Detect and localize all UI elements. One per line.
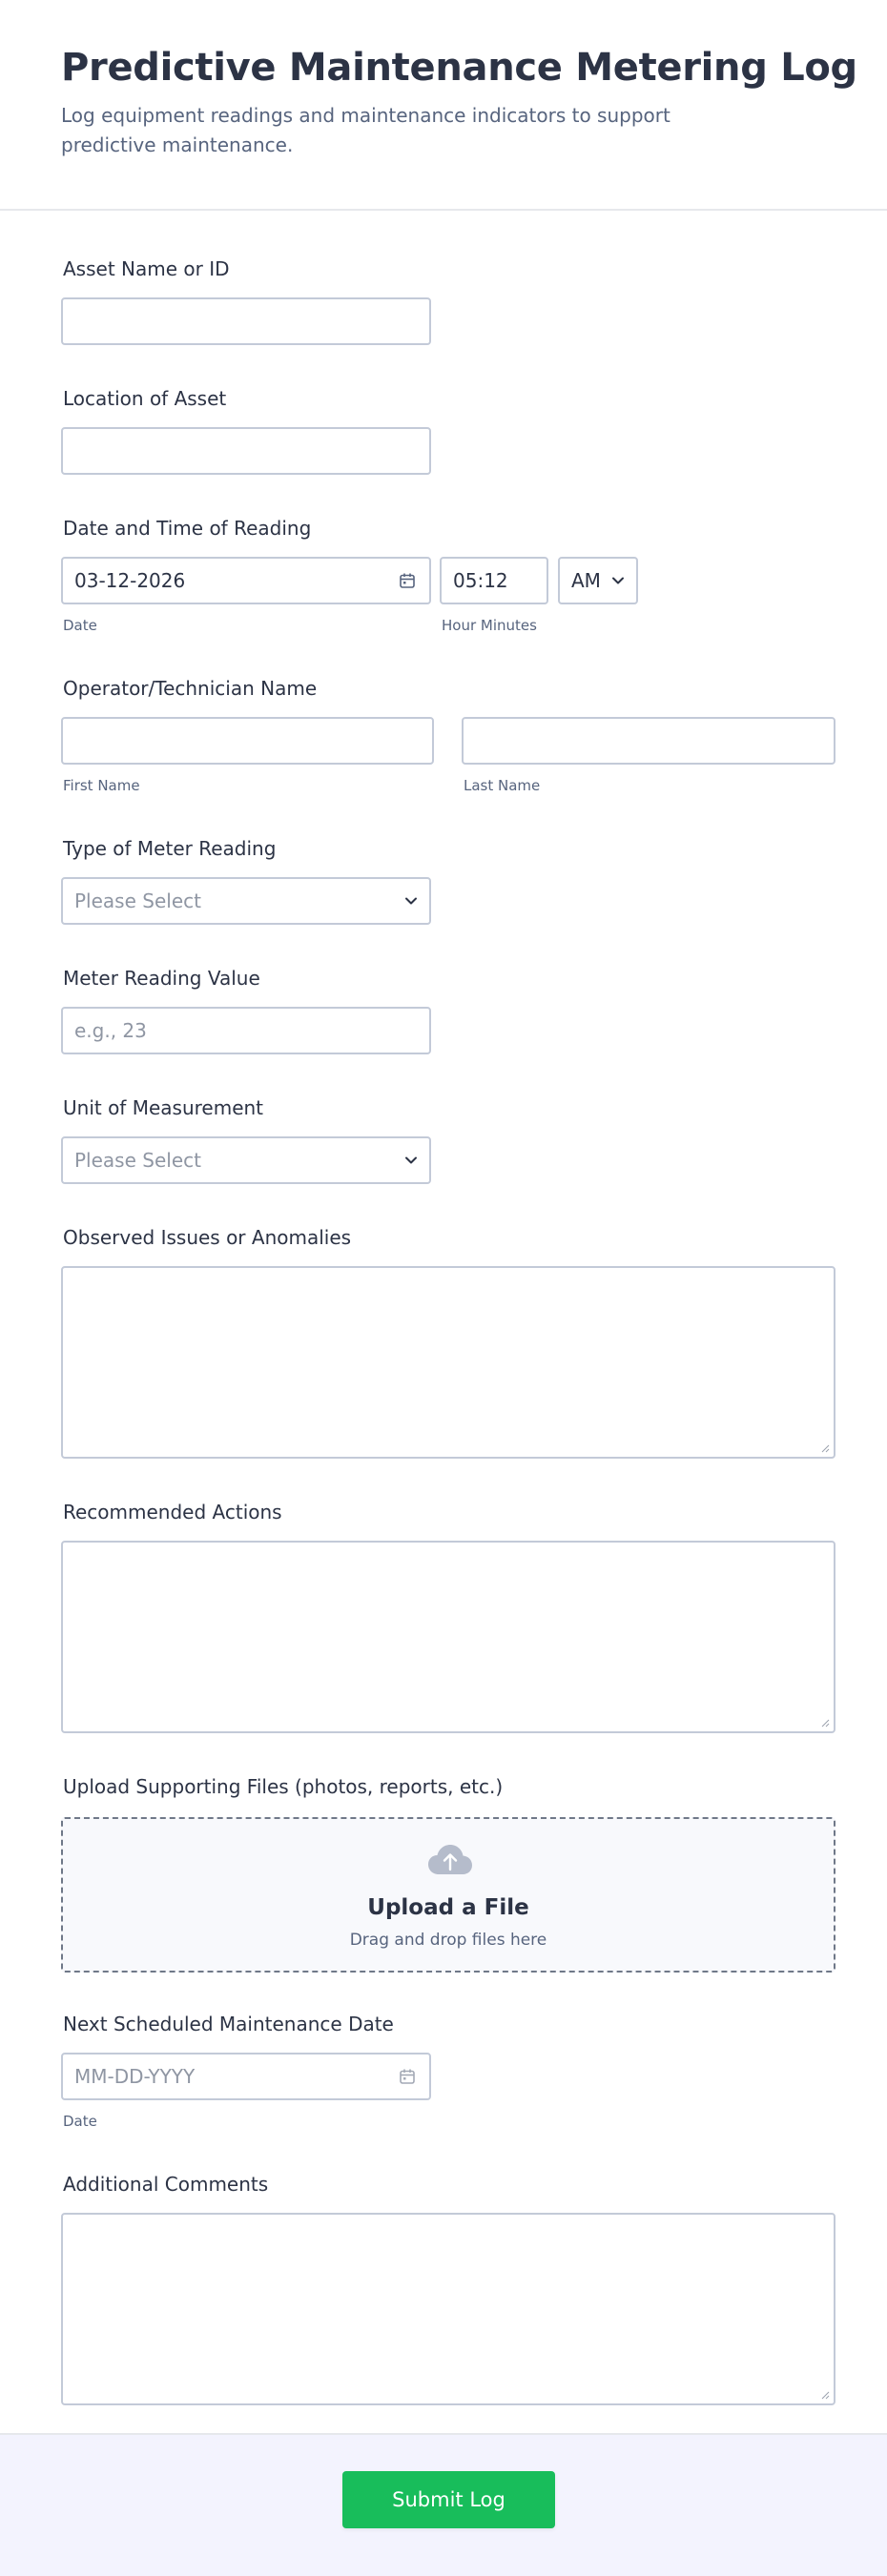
upload-title: Upload a File — [367, 1895, 529, 1920]
chevron-down-icon — [611, 577, 625, 585]
reading-date-sublabel: Date — [63, 617, 97, 634]
comments-textarea[interactable] — [61, 2213, 835, 2405]
calendar-icon[interactable] — [399, 2068, 416, 2085]
reading-time-value: 05:12 — [453, 569, 508, 592]
reading-time-sublabel: Hour Minutes — [442, 617, 537, 634]
last-name-input[interactable] — [462, 717, 835, 765]
location-input[interactable] — [61, 427, 431, 475]
calendar-icon[interactable] — [399, 572, 416, 589]
asset-name-label: Asset Name or ID — [63, 257, 230, 280]
next-maintenance-date-input[interactable] — [61, 2053, 431, 2100]
page-description: Log equipment readings and maintenance indicators to support predictive maintenance. — [61, 104, 670, 156]
next-maintenance-sublabel: Date — [63, 2113, 97, 2130]
next-maintenance-placeholder: MM-DD-YYYY — [74, 2065, 196, 2088]
unit-label: Unit of Measurement — [63, 1096, 264, 1119]
meter-value-input[interactable] — [61, 1007, 431, 1054]
reading-datetime-label: Date and Time of Reading — [63, 517, 312, 540]
issues-label: Observed Issues or Anomalies — [63, 1226, 352, 1249]
meter-type-placeholder: Please Select — [74, 889, 201, 912]
next-maintenance-label: Next Scheduled Maintenance Date — [63, 2013, 394, 2035]
first-name-input[interactable] — [61, 717, 434, 765]
reading-time-input[interactable] — [440, 557, 548, 604]
cloud-upload-icon — [427, 1844, 473, 1876]
ampm-value: AM — [571, 569, 601, 592]
reading-date-input[interactable] — [61, 557, 431, 604]
upload-subtitle: Drag and drop files here — [349, 1931, 547, 1950]
meter-value-label: Meter Reading Value — [63, 967, 260, 990]
actions-textarea[interactable] — [61, 1541, 835, 1733]
resize-grip-icon[interactable] — [820, 1443, 830, 1453]
submit-button[interactable]: Submit Log — [342, 2471, 555, 2528]
reading-date-value: 03-12-2026 — [74, 569, 186, 592]
actions-label: Recommended Actions — [63, 1501, 282, 1523]
unit-placeholder: Please Select — [74, 1149, 201, 1172]
resize-grip-icon[interactable] — [820, 2390, 830, 2400]
first-name-sublabel: First Name — [63, 777, 140, 794]
location-label: Location of Asset — [63, 387, 227, 410]
asset-name-input[interactable] — [61, 297, 431, 345]
chevron-down-icon — [404, 897, 418, 906]
page-title: Predictive Maintenance Metering Log — [61, 46, 857, 90]
unit-select[interactable] — [61, 1136, 431, 1184]
form-header — [0, 0, 887, 211]
meter-type-label: Type of Meter Reading — [63, 837, 277, 860]
issues-textarea[interactable] — [61, 1266, 835, 1459]
upload-label: Upload Supporting Files (photos, reports, etc.) — [63, 1775, 504, 1798]
ampm-select[interactable] — [558, 557, 638, 604]
file-upload-dropzone[interactable] — [61, 1817, 835, 1973]
comments-label: Additional Comments — [63, 2173, 269, 2196]
meter-value-placeholder: e.g., 23 — [74, 1019, 147, 1042]
meter-type-select[interactable] — [61, 877, 431, 925]
operator-label: Operator/Technician Name — [63, 677, 318, 700]
chevron-down-icon — [404, 1156, 418, 1165]
last-name-sublabel: Last Name — [464, 777, 541, 794]
resize-grip-icon[interactable] — [820, 1718, 830, 1728]
